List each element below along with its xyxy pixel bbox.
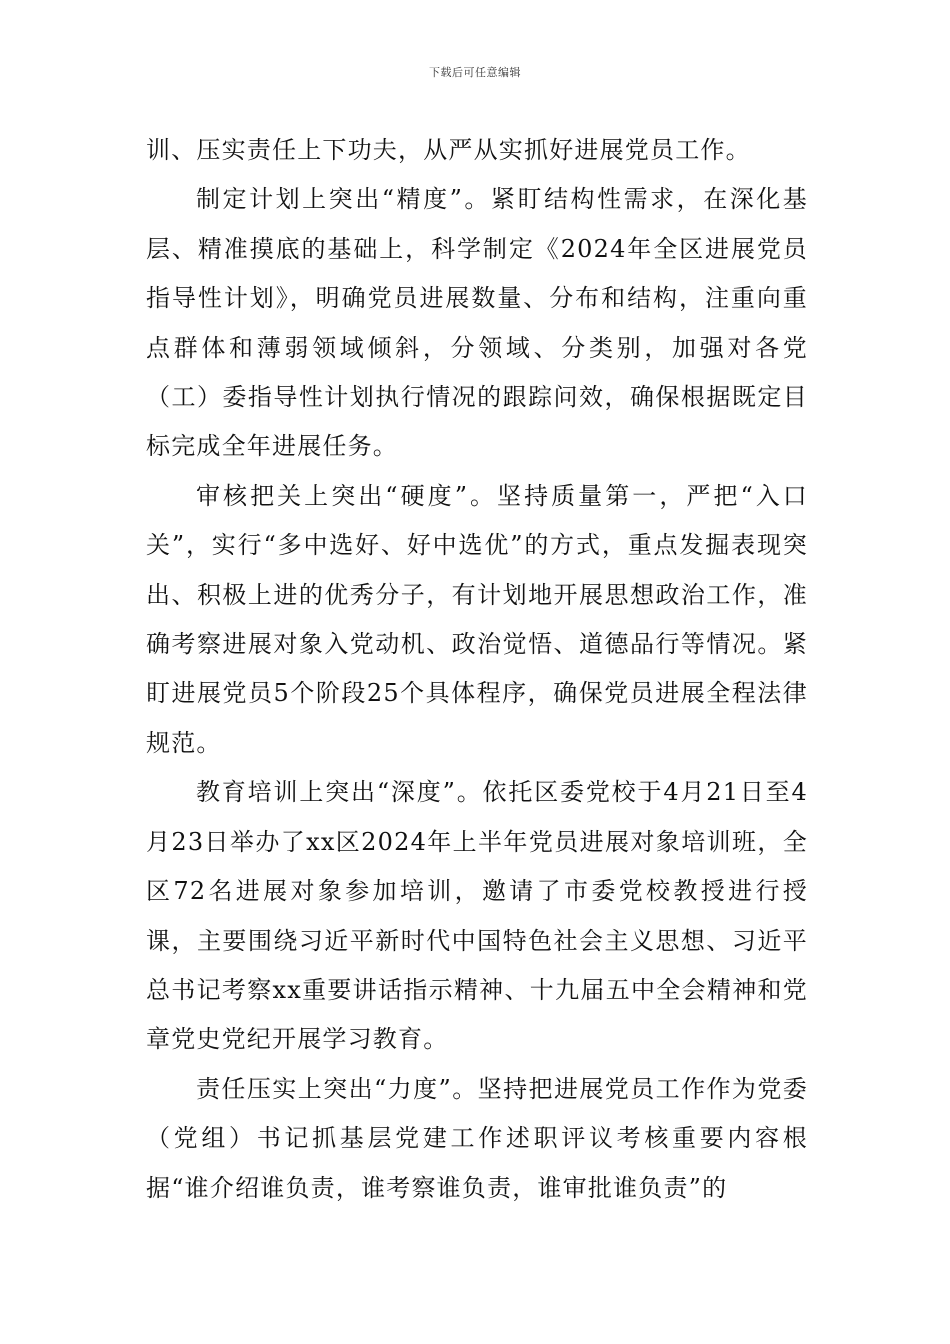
paragraph-plan-precision: 制定计划上突出“精度”。紧盯结构性需求，在深化基层、精准摸底的基础上，科学制定《2024年全区进展党员指导性计划》，明确党员进展数量、分布和结构，注重向重点群体和薄弱领域倾斜，分领域、分类别，加强对各党（工）委指导性计划执行情况的跟踪问效，确保根据既定目标完成全年进展任务。 bbox=[146, 185, 808, 461]
document-body bbox=[146, 126, 808, 1213]
page-header: 下载后可任意编辑 bbox=[429, 66, 521, 79]
paragraph-responsibility-strength: 责任压实上突出“力度”。坚持把进展党员工作作为党委（党组）书记抓基层党建工作述职评议考核重要内容根据“谁介绍谁负责，谁考察谁负责，谁审批谁负责”的 bbox=[146, 1074, 808, 1202]
paragraph-review-rigor: 审核把关上突出“硬度”。坚持质量第一，严把“入口关”，实行“多中选好、好中选优”的方式，重点发掘表现突出、积极上进的优秀分子，有计划地开展思想政治工作，准确考察进展对象入党动机、政治觉悟、道德品行等情况。紧盯进展党员5个阶段25个具体程序，确保党员进展全程法律规范。 bbox=[146, 481, 808, 757]
paragraph-training-depth: 教育培训上突出“深度”。依托区委党校于4月21日至4月23日举办了xx区2024年上半年党员进展对象培训班，全区72名进展对象参加培训，邀请了市委党校教授进行授课，主要围绕习近平新时代中国特色社会主义思想、习近平总书记考察xx重要讲话指示精神、十九届五中全会精神和党章党史党纪开展学习教育。 bbox=[146, 778, 808, 1054]
paragraph-continuation: 训、压实责任上下功夫，从严从实抓好进展党员工作。 bbox=[146, 136, 751, 164]
